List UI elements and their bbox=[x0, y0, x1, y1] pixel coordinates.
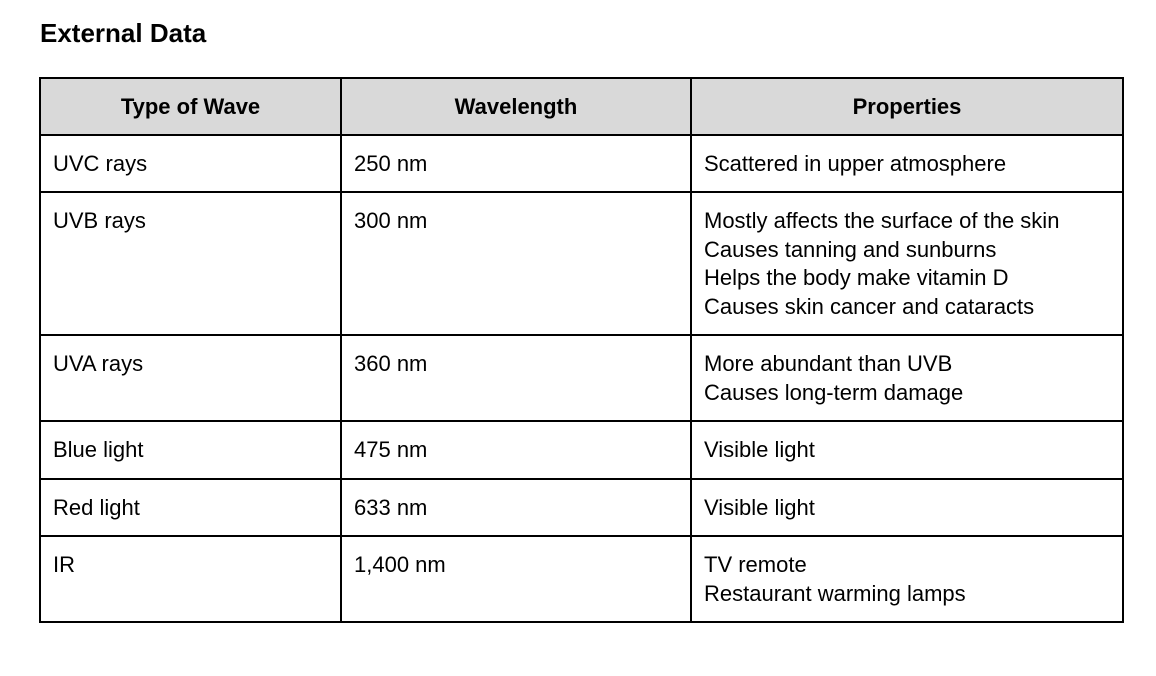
table-row bbox=[40, 421, 1123, 479]
wave-data-table bbox=[39, 77, 1124, 623]
property-line: Scattered in upper atmosphere bbox=[704, 150, 1007, 176]
property-line: Helps the body make vitamin D bbox=[704, 265, 1009, 290]
table-row bbox=[40, 335, 1123, 421]
wavelength-cell: 300 nm bbox=[341, 192, 691, 335]
property-line: Causes long-term damage bbox=[704, 379, 964, 405]
properties-cell bbox=[691, 479, 1123, 537]
properties-cell bbox=[691, 192, 1123, 335]
wavelength-cell: 250 nm bbox=[341, 135, 691, 193]
table-body bbox=[40, 135, 1123, 623]
wavelength-cell: 360 nm bbox=[341, 335, 691, 421]
properties-cell bbox=[691, 421, 1123, 479]
type-cell: UVA rays bbox=[40, 335, 341, 421]
type-cell: Blue light bbox=[40, 421, 341, 479]
type-cell: Red light bbox=[40, 479, 341, 537]
table-row bbox=[40, 192, 1123, 335]
property-line: TV remote bbox=[704, 552, 807, 577]
table-row bbox=[40, 479, 1123, 537]
property-line: Visible light bbox=[704, 494, 815, 520]
properties-cell bbox=[691, 135, 1123, 193]
header-properties: Properties bbox=[691, 78, 1123, 135]
properties-cell bbox=[691, 536, 1123, 622]
property-line: Mostly affects the surface of the skin bbox=[704, 208, 1060, 233]
table-row bbox=[40, 536, 1123, 622]
header-row bbox=[40, 78, 1123, 135]
page-title: External Data bbox=[40, 18, 207, 48]
property-line: Visible light bbox=[704, 437, 815, 462]
property-line: More abundant than UVB bbox=[704, 351, 953, 376]
table-row bbox=[40, 135, 1123, 193]
property-line: Causes skin cancer and cataracts bbox=[704, 293, 1035, 319]
type-cell: UVC rays bbox=[40, 135, 341, 193]
type-cell: UVB rays bbox=[40, 192, 341, 335]
property-line: Causes tanning and sunburns bbox=[704, 236, 997, 262]
header-wavelength: Wavelength bbox=[341, 78, 691, 135]
wavelength-cell: 1,400 nm bbox=[341, 536, 691, 622]
property-line: Restaurant warming lamps bbox=[704, 580, 966, 606]
header-type-of-wave: Type of Wave bbox=[40, 78, 341, 135]
properties-cell bbox=[691, 335, 1123, 421]
type-cell: IR bbox=[40, 536, 341, 622]
wavelength-cell: 475 nm bbox=[341, 421, 691, 479]
wavelength-cell: 633 nm bbox=[341, 479, 691, 537]
table-header bbox=[40, 78, 1123, 135]
